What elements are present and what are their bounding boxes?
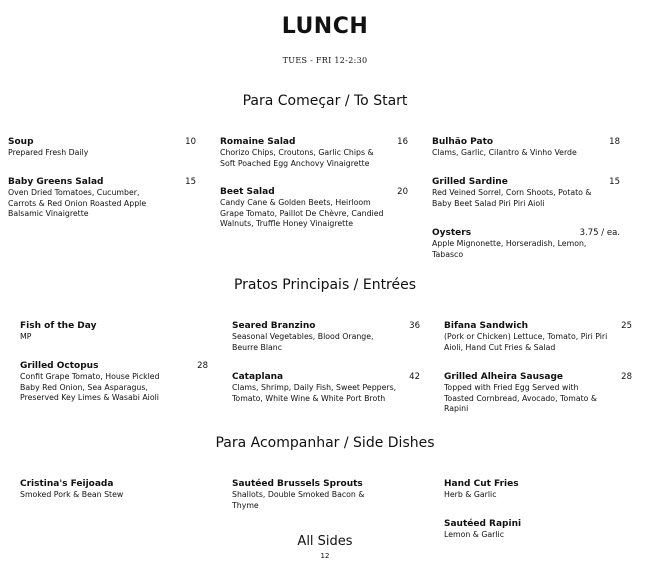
item-description: Shallots, Double Smoked Bacon & Thyme [232, 490, 365, 510]
item-description: Topped with Fried Egg Served with Toasted Cornbread, Avocado, Tomato & Rapini [444, 383, 597, 413]
item-description: Confit Grape Tomato, House Pickled Baby Red Onion, Sea Asparagus, Preserved Key Limes & Wasabi Aioli [20, 372, 160, 402]
menu-item-fish-of-the-day [20, 320, 208, 343]
menu-title: LUNCH [281, 14, 369, 39]
item-description: Prepared Fresh Daily [8, 148, 89, 157]
menu-item-sardine [432, 176, 620, 209]
menu-item-romaine [220, 136, 408, 169]
all-sides-price: 12 [320, 552, 330, 560]
item-name: Cristina's Feijoada [20, 479, 114, 489]
item-price: 42 [409, 372, 420, 382]
item-name: Grilled Sardine [432, 177, 508, 187]
menu-item-octopus [20, 360, 208, 404]
menu-item-soup [8, 136, 196, 159]
all-sides-label: All Sides [297, 534, 353, 549]
item-price: 15 [185, 177, 196, 187]
item-description: Lemon & Garlic [444, 530, 504, 539]
menu-item-cataplana [232, 371, 420, 404]
item-price: 28 [197, 361, 208, 371]
item-name: Bifana Sandwich [444, 321, 529, 331]
item-name: Sautéed Rapini [444, 519, 522, 529]
item-price: 3.75 / ea. [579, 228, 620, 238]
item-name: Bulhão Pato [432, 137, 494, 147]
item-description: Oven Dried Tomatoes, Cucumber, Carrots & Red Onion Roasted Apple Balsamic Vinaigrette [8, 188, 147, 218]
menu-item-baby-greens [8, 176, 196, 220]
menu-item-oysters [432, 227, 620, 260]
item-description: Clams, Shrimp, Daily Fish, Sweet Peppers, Tomato, White Wine & White Port Broth [232, 383, 397, 403]
item-description: MP [20, 332, 32, 341]
item-price: 36 [409, 321, 420, 331]
menu-item-bulhao-pato [432, 136, 620, 159]
item-description: Candy Cane & Golden Beets, Heirloom Grape Tomato, Paillot De Chèvre, Candied Walnuts, Truffle Honey Vinaigrette [220, 198, 384, 228]
item-price: 15 [609, 177, 620, 187]
item-name: Cataplana [232, 372, 284, 382]
item-description: Chorizo Chips, Croutons, Garlic Chips & Soft Poached Egg Anchovy Vinaigrette [220, 148, 374, 168]
menu-item-alheira [444, 371, 632, 415]
item-name: Romaine Salad [220, 137, 296, 147]
menu-item-hand-cut-fries [444, 478, 632, 501]
menu-item-brussels-sprouts [232, 478, 420, 511]
item-name: Grilled Alheira Sausage [444, 372, 563, 382]
item-price: 25 [621, 321, 632, 331]
item-name: Oysters [432, 228, 472, 238]
item-price: 20 [397, 187, 408, 197]
item-name: Soup [8, 137, 34, 147]
item-name: Hand Cut Fries [444, 479, 519, 489]
item-price: 16 [397, 137, 408, 147]
item-description: Seasonal Vegetables, Blood Orange, Beurre Blanc [232, 332, 374, 352]
item-description: Apple Mignonette, Horseradish, Lemon, Tabasco [432, 239, 587, 259]
item-description: Clams, Garlic, Cilantro & Vinho Verde [432, 148, 577, 157]
item-description: Smoked Pork & Bean Stew [20, 490, 124, 499]
item-name: Grilled Octopus [20, 361, 99, 371]
item-name: Fish of the Day [20, 321, 97, 331]
item-price: 18 [609, 137, 620, 147]
menu-item-branzino [232, 320, 420, 353]
item-description: (Pork or Chicken) Lettuce, Tomato, Piri Piri Aioli, Hand Cut Fries & Salad [444, 332, 608, 352]
menu-item-bifana [444, 320, 632, 353]
item-name: Sautéed Brussels Sprouts [232, 479, 363, 489]
item-description: Red Veined Sorrel, Corn Shoots, Potato & Baby Beet Salad Piri Piri Aioli [432, 188, 592, 208]
item-name: Baby Greens Salad [8, 177, 104, 187]
section-heading-sides: Para Acompanhar / Side Dishes [215, 435, 435, 451]
menu-item-feijoada [20, 478, 208, 501]
menu-item-beet [220, 186, 408, 230]
item-name: Seared Branzino [232, 321, 316, 331]
item-price: 10 [185, 137, 196, 147]
service-hours: TUES - FRI 12-2:30 [282, 56, 368, 65]
item-price: 28 [621, 372, 632, 382]
item-description: Herb & Garlic [444, 490, 497, 499]
section-heading-entrees: Pratos Principais / Entrées [233, 277, 417, 293]
item-name: Beet Salad [220, 187, 275, 197]
section-heading-start: Para Começar / To Start [242, 93, 408, 109]
